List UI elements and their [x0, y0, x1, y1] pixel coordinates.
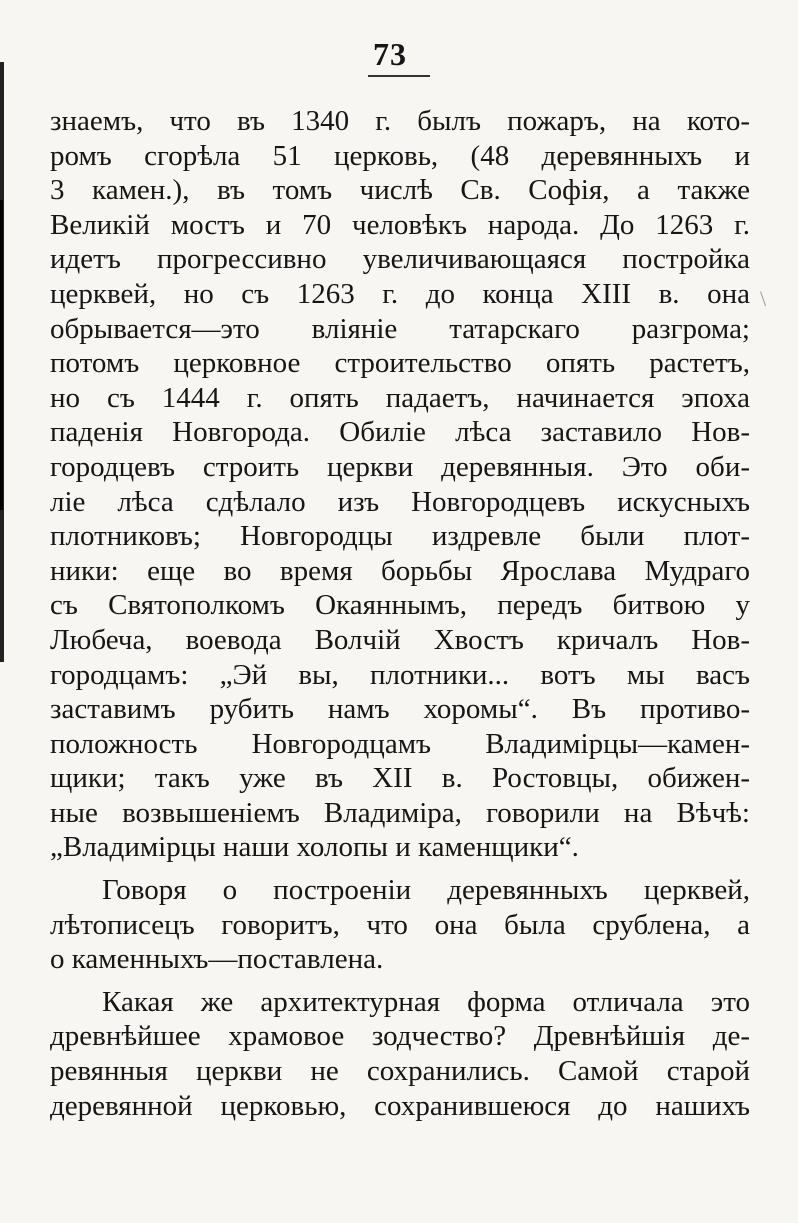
text-line: идетъ прогрессивно увеличивающаяся постройка [50, 243, 750, 276]
text-line: лѣтописецъ говоритъ, что она была срублена, а [50, 908, 750, 941]
text-line: знаемъ, что въ 1340 г. былъ пожаръ, на кото- [50, 105, 750, 137]
text-line: съ Святополкомъ Окаяннымъ, передъ битвою у [50, 589, 750, 622]
text-line: о каменныхъ—поставлена. [50, 943, 384, 976]
text-line: Любеча, воевода Волчій Хвостъ кричалъ Нов- [50, 623, 750, 656]
text-line: ліе лѣса сдѣлало изъ Новгородцевъ искусныхъ [50, 485, 750, 518]
text-line: деревянной церковью, сохранившеюся до нашихъ [50, 1089, 750, 1122]
text-line: городцевъ строить церкви деревянныя. Это оби- [50, 450, 750, 483]
body-text [50, 104, 750, 1123]
scan-artifact-mark: \ [760, 286, 767, 311]
text-line: городцамъ: „Эй вы, плотники... вотъ мы васъ [50, 658, 750, 691]
text-line: древнѣйшее храмовое зодчество? Древнѣйшія де- [50, 1020, 750, 1053]
text-line: заставимъ рубить намъ хоромы“. Въ противо- [50, 693, 750, 726]
text-line: ники: еще во время борьбы Ярослава Мудраго [50, 554, 750, 587]
text-line: положность Новгородцамъ Владимірцы—камен- [50, 727, 750, 760]
binding-edge-line [0, 200, 3, 510]
paragraph-gap [50, 865, 750, 873]
text-line: Говоря о построеніи деревянныхъ церквей, [102, 874, 750, 907]
text-line: Какая же архитектурная форма отличала это [102, 985, 750, 1018]
text-line: обрывается—это вліяніе татарскаго разгрома; [50, 312, 750, 345]
text-line: плотниковъ; Новгородцы издревле были плот- [50, 520, 750, 553]
text-line: „Владимірцы наши холопы и каменщики“. [50, 831, 579, 864]
text-line: но съ 1444 г. опять падаетъ, начинается эпоха [50, 381, 750, 414]
paragraph-gap [50, 977, 750, 985]
text-line: Великій мостъ и 70 человѣкъ народа. До 1263 г. [50, 208, 750, 241]
text-line: потомъ церковное строительство опять растетъ, [50, 347, 750, 380]
text-line: щики; такъ уже въ XII в. Ростовцы, обижен- [50, 762, 750, 795]
text-line: церквей, но съ 1263 г. до конца XIII в. она [50, 277, 750, 310]
text-line: ревянныя церкви не сохранились. Самой старой [50, 1055, 750, 1088]
page-number-rule [368, 75, 430, 77]
text-line: паденія Новгорода. Обиліе лѣса заставило Нов- [50, 416, 750, 449]
page-number: 73 [373, 36, 407, 72]
text-line: ные возвышеніемъ Владиміра, говорили на Вѣчѣ: [50, 796, 750, 829]
text-line: ромъ сгорѣла 51 церковь, (48 деревянныхъ и [50, 139, 750, 172]
text-line: 3 камен.), въ томъ числѣ Св. Софія, а также [50, 174, 750, 207]
